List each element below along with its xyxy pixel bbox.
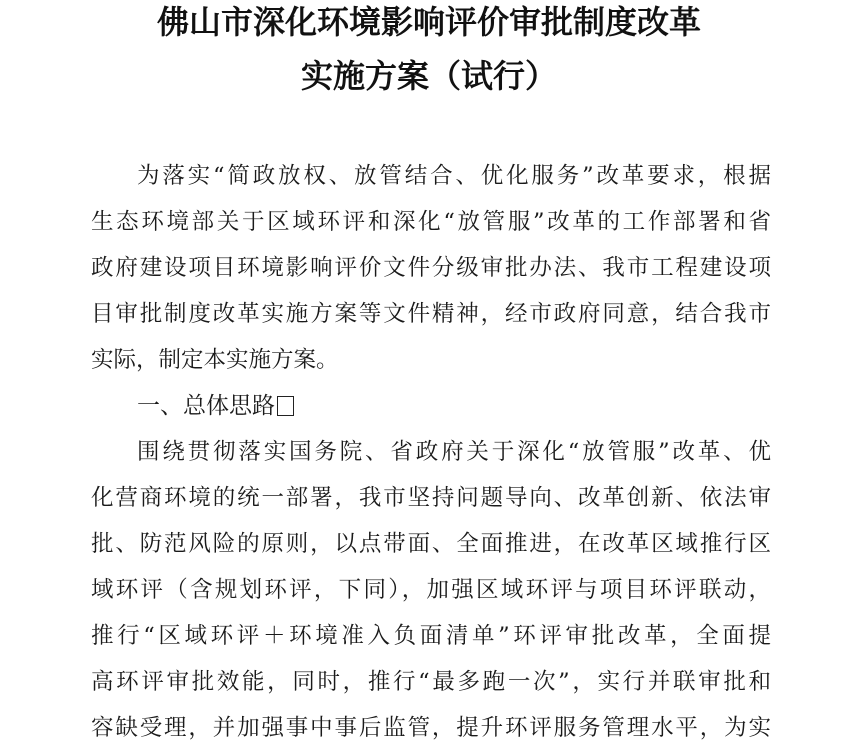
section-heading-text: 一、总体思路 [137,393,275,419]
section1-paragraph-line: 容缺受理，并加强事中事后监管，提升环评服务管理水平，为实 [91,715,771,741]
section1-paragraph-line: 域环评（含规划环评，下同），加强区域环评与项目环评联动， [91,577,771,603]
intro-paragraph-line: 生态环境部关于区域环评和深化“放管服”改革的工作部署和省 [91,209,771,235]
section1-paragraph-line: 化营商环境的统一部署，我市坚持问题导向、改革创新、依法审 [91,485,771,511]
missing-glyph-box-icon [277,396,294,416]
section1-paragraph-line: 批、防范风险的原则，以点带面、全面推进，在改革区域推行区 [91,531,771,557]
intro-paragraph-line: 政府建设项目环境影响评价文件分级审批办法、我市工程建设项 [91,255,771,281]
section1-paragraph-line: 推行“区域环评＋环境准入负面清单”环评审批改革，全面提 [91,623,771,649]
intro-paragraph-line: 目审批制度改革实施方案等文件精神，经市政府同意，结合我市 [91,301,771,327]
intro-paragraph-line: 实际，制定本实施方案。 [91,347,339,373]
section-heading-overall-approach [137,391,294,421]
document-title-line-2: 实施方案（试行） [300,57,557,95]
section1-paragraph-line: 围绕贯彻落实国务院、省政府关于深化“放管服”改革、优 [137,439,771,465]
intro-paragraph-line: 为落实“简政放权、放管结合、优化服务”改革要求，根据 [137,163,771,189]
section1-paragraph-line: 高环评审批效能，同时，推行“最多跑一次”，实行并联审批和 [91,669,771,695]
document-title-line-1: 佛山市深化环境影响评价审批制度改革 [156,3,701,41]
